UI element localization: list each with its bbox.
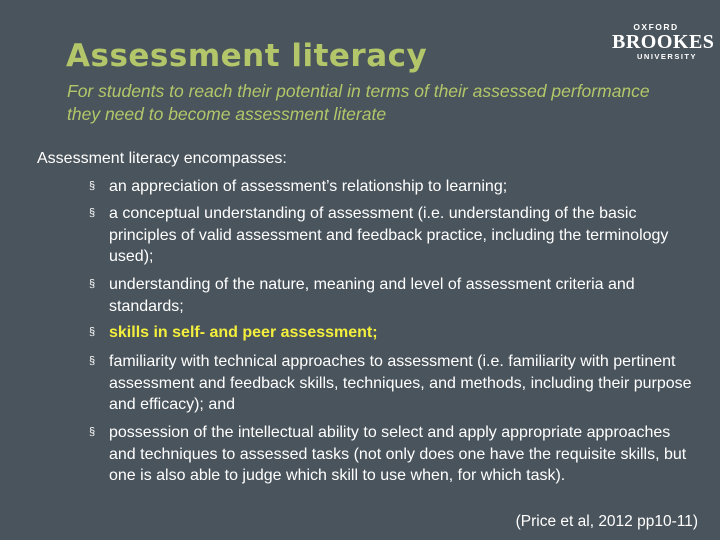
bullet-icon: § [89,355,96,367]
list-item: understanding of the nature, meaning and level of assessment criteria and standards; [109,276,635,315]
bullet-icon: § [89,326,96,338]
logo-line-oxford: OXFORD [633,22,679,32]
list-item: an appreciation of assessment’s relationship to learning; [109,178,508,195]
bullet-icon: § [89,207,96,219]
list-item: familiarity with technical approaches to assessment (i.e. familiarity with pertinent assessment and feedback skills, techniques, and methods, including their purpose and efficacy); and [109,353,692,413]
bullet-icon: § [89,278,96,290]
slide-title: Assessment literacy [66,38,428,74]
oxford-brookes-logo [612,22,715,61]
list-item: a conceptual understanding of assessment (i.e. understanding of the basic principles of valid assessment and feedback practice, including the terminology used); [109,205,669,265]
citation: (Price et al, 2012 pp10-11) [515,513,698,530]
logo-line-university: UNIVERSITY [636,52,697,61]
bullet-icon: § [89,426,96,438]
logo-line-brookes: BROOKES [612,31,715,53]
bullet-icon: § [89,180,96,192]
slide-subtitle: For students to reach their potential in terms of their assessed performance they need to become assessment literate [67,81,650,124]
list-item-highlighted: skills in self- and peer assessment; [109,324,378,341]
list-item: possession of the intellectual ability to select and apply appropriate approaches and techniques to assessed tasks (not only does one have the requisite skills, but one is also able to judge which skill to use when, for which task). [109,424,687,484]
intro-text: Assessment literacy encompasses: [37,150,287,167]
